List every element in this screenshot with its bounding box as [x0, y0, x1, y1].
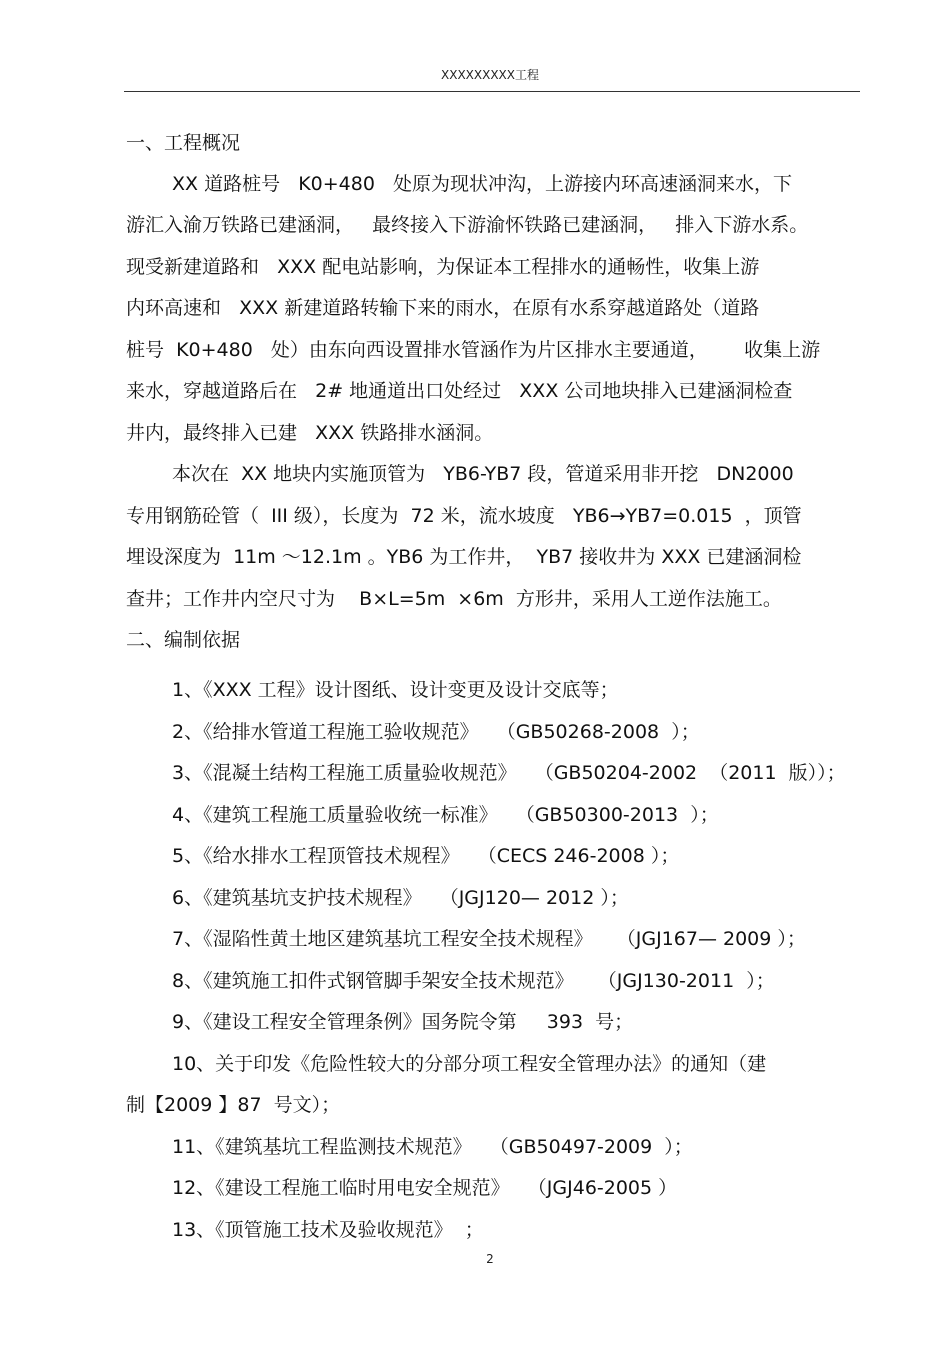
reference-item-continuation: 制【2009 】87 号文）；: [126, 1094, 341, 1116]
paragraph-line: 内环高速和 XXX 新建道路转输下来的雨水，在原有水系穿越道路处（道路: [126, 297, 760, 319]
paragraph-line: 本次在 XX 地块内实施顶管为 YB6-YB7 段，管道采用非开挖 DN2000: [172, 463, 794, 485]
reference-item: 8、《建筑施工扣件式钢管脚手架安全技术规范》 （JGJ130-2011 ）；: [172, 970, 775, 992]
reference-item: 4、《建筑工程施工质量验收统一标准》 （GB50300-2013 ）；: [172, 804, 719, 826]
reference-item: 3、《混凝土结构工程施工质量验收规范》 （GB50204-2002 （2011 版））；: [172, 762, 846, 784]
reference-item: 2、《给排水管道工程施工验收规范》 （GB50268-2008 ）；: [172, 721, 700, 743]
paragraph-line: XX 道路桩号 K0+480 处原为现状冲沟，上游接内环高速涵洞来水，下: [172, 173, 793, 195]
reference-item: 5、《给水排水工程顶管技术规程》 （CECS 246-2008 ）；: [172, 845, 680, 867]
paragraph-line: 桩号 K0+480 处）由东向西设置排水管涵作为片区排水主要通道， 收集上游: [126, 339, 821, 361]
paragraph-line: 现受新建道路和 XXX 配电站影响，为保证本工程排水的通畅性，收集上游: [126, 256, 760, 278]
reference-item: 10、关于印发《危险性较大的分部分项工程安全管理办法》的通知（建: [172, 1053, 767, 1075]
paragraph-line: 埋设深度为 11m ～12.1m 。YB6 为工作井， YB7 接收井为 XXX 已建涵洞检: [126, 546, 802, 568]
paragraph-line: 来水，穿越道路后在 2# 地通道出口处经过 XXX 公司地块排入已建涵洞检查: [126, 380, 793, 402]
reference-item: 1、《XXX 工程》设计图纸、设计变更及设计交底等；: [172, 679, 619, 701]
reference-item: 6、《建筑基坑支护技术规程》 （JGJ120— 2012 ）；: [172, 887, 629, 909]
section-heading: 二、编制依据: [126, 629, 241, 651]
paragraph-line: 专用钢筋砼管（ III 级），长度为 72 米，流水坡度 YB6→YB7=0.015 ，顶管: [126, 505, 802, 527]
paragraph-line: 游汇入渝万铁路已建涵洞， 最终接入下游渝怀铁路已建涵洞， 排入下游水系。: [126, 214, 809, 236]
reference-item: 9、《建设工程安全管理条例》国务院令第 393 号；: [172, 1011, 634, 1033]
reference-item: 12、《建设工程施工临时用电安全规范》 （JGJ46-2005 ）: [172, 1177, 678, 1199]
paragraph-line: 井内，最终排入已建 XXX 铁路排水涵洞。: [126, 422, 494, 444]
section-heading: 一、工程概况: [126, 132, 241, 154]
paragraph-line: 查井；工作井内空尺寸为 B×L=5m ×6m 方形井，采用人工逆作法施工。: [126, 588, 782, 610]
header-divider: [124, 91, 860, 92]
reference-item: 7、《湿陷性黄土地区建筑基坑工程安全技术规程》 （JGJ167— 2009 ）；: [172, 928, 806, 950]
page-number: 2: [486, 1252, 494, 1266]
reference-item: 13、《顶管施工技术及验收规范》 ；: [172, 1219, 484, 1241]
reference-item: 11、《建筑基坑工程监测技术规范》 （GB50497-2009 ）；: [172, 1136, 693, 1158]
header-title: XXXXXXXXX工程: [441, 68, 539, 82]
